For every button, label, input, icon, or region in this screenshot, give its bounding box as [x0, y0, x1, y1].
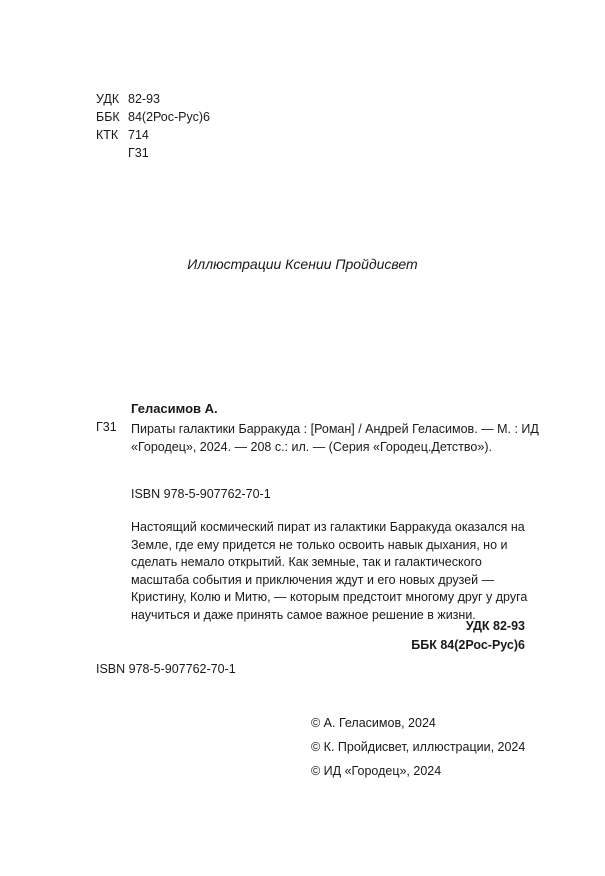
bbk-value: 84(2Рос-Рус)6	[128, 110, 210, 124]
author-mark-row	[96, 144, 210, 162]
copyright-block	[311, 711, 525, 783]
record-author: Геласимов А.	[131, 401, 218, 416]
record-isbn: ISBN 978-5-907762-70-1	[131, 487, 271, 501]
udk-row	[96, 90, 210, 108]
copyright-illustrator: © К. Пройдисвет, иллюстрации, 2024	[311, 740, 526, 754]
udk-value: 82-93	[128, 92, 160, 106]
bibliographic-description: Пираты галактики Барракуда : [Роман] / Андрей Геласимов. — М. : ИД «Городец», 2024. — 208 с.: ил. — (Серия «Городец.Детство»).	[131, 422, 539, 454]
author-mark: Г31	[128, 146, 149, 160]
record-author-mark: Г31	[96, 420, 117, 434]
record-codes	[411, 617, 525, 654]
copyright-publisher: © ИД «Городец», 2024	[311, 764, 442, 778]
record-bbk: ББК 84(2Рос-Рус)6	[411, 637, 525, 652]
isbn-bottom: ISBN 978-5-907762-70-1	[96, 662, 236, 676]
bbk-row	[96, 108, 210, 126]
classification-codes	[96, 90, 210, 162]
copyright-author: © А. Геласимов, 2024	[311, 716, 436, 730]
udk-label: УДК	[96, 92, 120, 106]
ktk-value: 714	[128, 128, 149, 142]
ktk-row	[96, 126, 210, 144]
illustrations-credit: Иллюстрации Ксении Пройдисвет	[187, 256, 418, 272]
bbk-label: ББК	[96, 110, 120, 124]
annotation-text: Настоящий космический пират из галактики Барракуда оказался на Земле, где ему придется не только освоить навык дыхания, но и сделать немало открытий. Как земные, так и галактического масштаба события и приключения ждут и его новых друзей — Кристину, Колю и Митю, — которым предстоит многому друг у друга научиться и даже принять самое важное решение в жизни.	[131, 520, 528, 622]
record-udk: УДК 82-93	[465, 619, 525, 633]
ktk-label: КТК	[96, 128, 119, 142]
annotation	[131, 519, 541, 624]
